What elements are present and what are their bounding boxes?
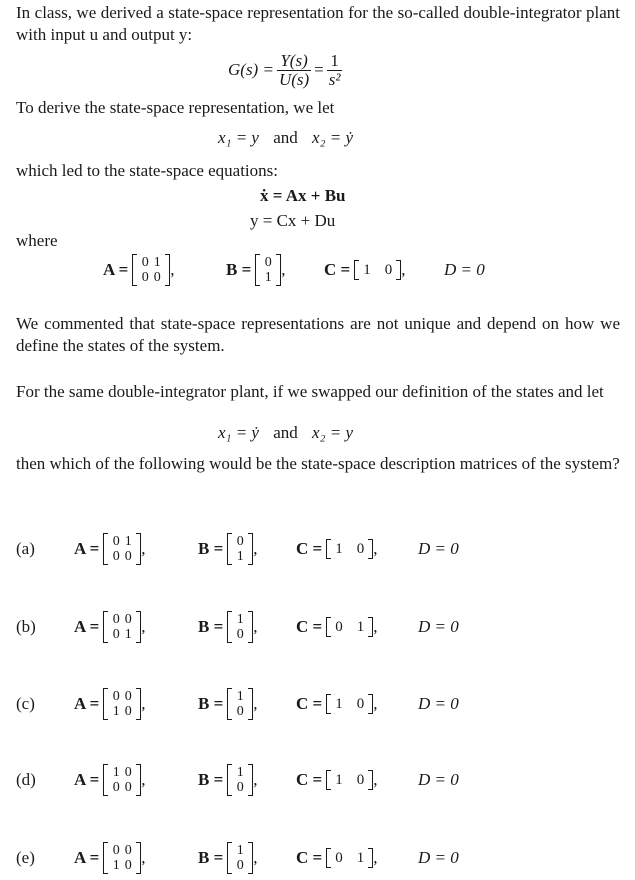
option-B-matrix xyxy=(227,764,253,796)
matrix-cell: 1 xyxy=(264,270,272,285)
option-B-matrix xyxy=(227,533,253,565)
matrix-cell: 0 xyxy=(124,843,132,858)
C-label: C = xyxy=(296,848,323,867)
question-paragraph: then which of the following would be the state-space description matrices of the system? xyxy=(16,454,620,473)
matrix-cell: 0 xyxy=(335,619,343,635)
matrix-cell: 1 xyxy=(112,704,120,719)
C-label: C = xyxy=(296,617,323,636)
C-label: C = xyxy=(296,770,323,789)
matrix-cell: 0 xyxy=(124,704,132,719)
matrix-cell: 1 xyxy=(335,772,343,788)
state-definition-1 xyxy=(218,127,353,149)
matrix-cell: 0 xyxy=(335,850,343,866)
option-letter: (a) xyxy=(16,539,35,558)
state-equation-2: y = Cx + Du xyxy=(250,211,336,230)
matrix-cell: 1 xyxy=(356,619,365,635)
option-row[interactable] xyxy=(0,684,635,724)
matrix-cell: 0 xyxy=(153,270,161,285)
B-label: B = xyxy=(198,848,224,867)
option-B-matrix xyxy=(227,688,253,720)
matrix-cell: 1 xyxy=(153,255,161,270)
tf-numerator-2: 1 xyxy=(330,50,339,70)
matrix-cell: 1 xyxy=(124,534,132,549)
option-C: C = 1 0 , xyxy=(296,770,378,789)
tf-lhs: G(s) = xyxy=(228,60,274,79)
option-B-matrix xyxy=(227,842,253,874)
def1-x2: x₂ = ẏ xyxy=(312,128,354,147)
given-B: B = 0 1 , xyxy=(226,255,286,285)
where-text: where xyxy=(16,231,58,250)
C-label: C = xyxy=(296,539,323,558)
def1-x1: x₁ = y xyxy=(218,128,259,147)
matrix-cell: 0 xyxy=(112,843,120,858)
matrix-cell: 1 xyxy=(356,850,365,866)
state-equation-1: ẋ = Ax + Bu xyxy=(260,186,346,205)
matrix-cell: 0 xyxy=(141,270,149,285)
tf-equals: = xyxy=(314,60,324,79)
matrix-cell: 0 xyxy=(356,696,365,712)
option-letter: (c) xyxy=(16,694,35,713)
matrix-cell: 0 xyxy=(236,704,244,719)
option-D: D = 0 xyxy=(418,694,459,713)
option-row[interactable] xyxy=(0,760,635,800)
given-D: D = 0 xyxy=(444,260,485,279)
B-label: B = xyxy=(198,694,224,713)
C-label: C = xyxy=(324,260,351,279)
option-D: D = 0 xyxy=(418,770,459,789)
matrix-cell: 0 xyxy=(124,549,132,564)
A-label: A = xyxy=(74,694,100,713)
option-B: B = 1 0 , xyxy=(198,689,258,719)
A-label: A = xyxy=(74,770,100,789)
matrix-cell: 0 xyxy=(112,780,120,795)
option-B: B = 1 0 , xyxy=(198,612,258,642)
tf-fraction xyxy=(277,52,311,89)
matrix-cell: 1 xyxy=(335,696,343,712)
option-A: A = 0 1 0 0 , xyxy=(74,534,146,564)
matrix-cell: 0 xyxy=(124,612,132,627)
A-label: A = xyxy=(74,539,100,558)
matrix-cell: 1 xyxy=(112,858,120,873)
option-B: B = 1 0 , xyxy=(198,765,258,795)
matrix-cell: 0 xyxy=(112,689,120,704)
option-A-matrix xyxy=(103,611,141,643)
given-C-matrix xyxy=(354,260,401,280)
given-A-matrix xyxy=(132,254,170,286)
tf-fraction-2 xyxy=(327,52,343,89)
given-matrices xyxy=(0,250,635,290)
matrix-cell: 0 xyxy=(141,255,149,270)
matrix-cell: 0 xyxy=(356,541,365,557)
option-C: C = 0 1 , xyxy=(296,617,378,636)
matrix-cell: 1 xyxy=(236,765,244,780)
comment-paragraph: We commented that state-space representations are not unique and depend on how we define the states of the system. xyxy=(16,314,620,355)
matrix-cell: 0 xyxy=(236,858,244,873)
tf-numerator: Y(s) xyxy=(280,50,308,70)
option-B-matrix xyxy=(227,611,253,643)
A-label: A = xyxy=(103,260,129,279)
matrix-cell: 0 xyxy=(384,262,393,278)
matrix-cell: 1 xyxy=(112,765,120,780)
def2-x1: x₁ = ẏ xyxy=(218,423,259,442)
given-C: C = 1 0 , xyxy=(324,260,406,279)
option-row[interactable] xyxy=(0,838,635,878)
option-row[interactable] xyxy=(0,529,635,569)
option-C: C = 1 0 , xyxy=(296,694,378,713)
option-C: C = 1 0 , xyxy=(296,539,378,558)
def2-and: and xyxy=(273,423,298,442)
matrix-cell: 0 xyxy=(124,858,132,873)
B-label: B = xyxy=(198,539,224,558)
option-D: D = 0 xyxy=(418,848,459,867)
tf-denominator-2: s² xyxy=(328,69,341,89)
option-C-matrix xyxy=(326,539,373,559)
option-A-matrix xyxy=(103,764,141,796)
matrix-cell: 1 xyxy=(236,843,244,858)
A-label: A = xyxy=(74,848,100,867)
def1-and: and xyxy=(273,128,298,147)
option-A: A = 0 0 1 0 , xyxy=(74,689,146,719)
tf-denominator: U(s) xyxy=(278,69,310,89)
matrix-cell: 0 xyxy=(124,689,132,704)
matrix-cell: 0 xyxy=(236,780,244,795)
matrix-cell: 1 xyxy=(124,627,132,642)
option-A: A = 0 0 1 0 , xyxy=(74,843,146,873)
C-label: C = xyxy=(296,694,323,713)
matrix-cell: 1 xyxy=(236,549,244,564)
matrix-cell: 0 xyxy=(236,627,244,642)
option-D: D = 0 xyxy=(418,539,459,558)
option-letter: (d) xyxy=(16,770,36,789)
matrix-cell: 0 xyxy=(124,780,132,795)
option-A-matrix xyxy=(103,533,141,565)
option-C-matrix xyxy=(326,694,373,714)
matrix-cell: 0 xyxy=(356,772,365,788)
def2-x2: x₂ = y xyxy=(312,423,354,442)
swap-paragraph: For the same double-integrator plant, if we swapped our definition of the states and let xyxy=(16,382,604,401)
matrix-cell: 0 xyxy=(264,255,272,270)
matrix-cell: 1 xyxy=(236,689,244,704)
option-C-matrix xyxy=(326,770,373,790)
derive-text: To derive the state-space representation, we let xyxy=(16,98,335,117)
B-label: B = xyxy=(226,260,252,279)
option-A-matrix xyxy=(103,688,141,720)
option-B: B = 1 0 , xyxy=(198,843,258,873)
matrix-cell: 0 xyxy=(236,534,244,549)
option-C-matrix xyxy=(326,848,373,868)
option-B: B = 0 1 , xyxy=(198,534,258,564)
matrix-cell: 1 xyxy=(236,612,244,627)
option-row[interactable] xyxy=(0,607,635,647)
matrix-cell: 1 xyxy=(363,262,371,278)
A-label: A = xyxy=(74,617,100,636)
intro-paragraph: In class, we derived a state-space representation for the so-called double-integrator plant with input u and output y: xyxy=(16,3,620,44)
option-C: C = 0 1 , xyxy=(296,848,378,867)
matrix-cell: 0 xyxy=(112,627,120,642)
B-label: B = xyxy=(198,617,224,636)
matrix-cell: 0 xyxy=(112,612,120,627)
option-letter: (b) xyxy=(16,617,36,636)
given-B-matrix xyxy=(255,254,281,286)
given-A: A = 0 1 0 0 , xyxy=(103,255,175,285)
matrix-cell: 0 xyxy=(112,549,120,564)
option-letter: (e) xyxy=(16,848,35,867)
option-A: A = 0 0 0 1 , xyxy=(74,612,146,642)
option-C-matrix xyxy=(326,617,373,637)
option-A-matrix xyxy=(103,842,141,874)
led-text: which led to the state-space equations: xyxy=(16,161,278,180)
option-D: D = 0 xyxy=(418,617,459,636)
option-A: A = 1 0 0 0 , xyxy=(74,765,146,795)
B-label: B = xyxy=(198,770,224,789)
matrix-cell: 1 xyxy=(335,541,343,557)
matrix-cell: 0 xyxy=(112,534,120,549)
state-definition-2 xyxy=(218,422,353,444)
transfer-function xyxy=(228,48,345,92)
matrix-cell: 0 xyxy=(124,765,132,780)
